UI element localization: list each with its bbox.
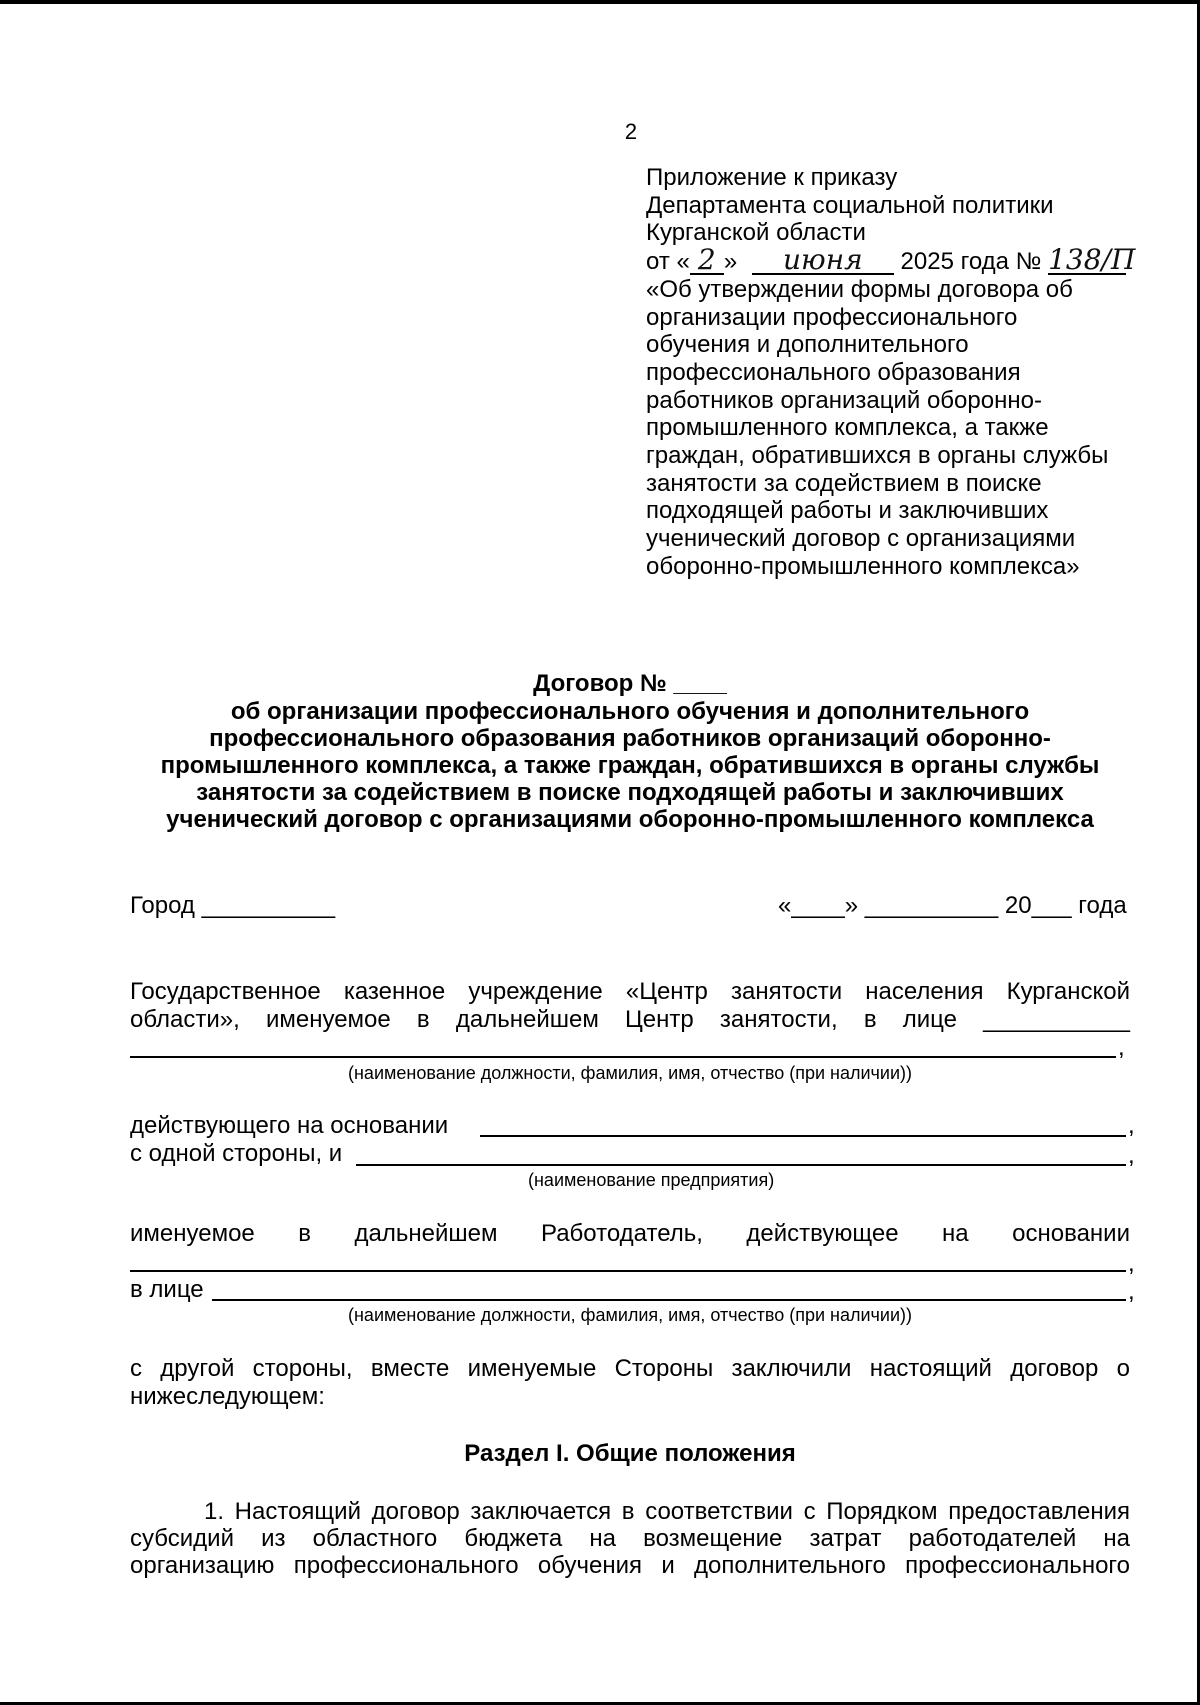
date-quote-close: »	[723, 248, 738, 276]
handwritten-order-number: 138/П	[1048, 243, 1136, 277]
appendix-date-line	[646, 243, 1166, 277]
appendix-line: Департамента социальной политики	[646, 191, 1054, 219]
scan-border-top	[0, 0, 1200, 4]
one-side-label: с одной стороны, и	[130, 1140, 343, 1167]
contract-title-line: профессионального образования работников организаций оборонно-	[209, 725, 1051, 752]
appendix-subject-line: оборонно-промышленного комплекса»	[646, 552, 1080, 580]
appendix-block	[646, 164, 1166, 581]
appendix-subject-line: подходящей работы и заключивших	[646, 497, 1049, 525]
contract-date-field: «____» __________ 20___ года	[778, 892, 1127, 919]
handwritten-month: июня	[752, 247, 894, 275]
date-prefix: от «	[646, 248, 690, 276]
blank-line	[356, 1164, 1126, 1166]
contract-heading: Договор № ____	[533, 670, 727, 697]
appendix-subject-line: профессионального образования	[646, 358, 1021, 386]
appendix-subject-line: организации профессионального	[646, 303, 1018, 331]
date-year-text: 2025 года №	[900, 248, 1042, 276]
comma: ,	[1128, 1250, 1135, 1277]
page-number: 2	[624, 119, 638, 144]
comma: ,	[1128, 1278, 1135, 1305]
appendix-subject-line: занятости за содействием в поиске	[646, 469, 1042, 497]
contract-title-line: об организации профессионального обучения и дополнительного	[230, 698, 1030, 725]
appendix-subject-line: обучения и дополнительного	[646, 331, 969, 359]
blank-line	[212, 1299, 1126, 1301]
handwritten-day: 2	[690, 247, 724, 275]
contract-title-line: промышленного комплекса, а также граждан, обратившихся в органы службы	[160, 752, 1100, 779]
contract-title-line: занятости за содействием в поиске подходящей работы и заключивших	[196, 779, 1064, 806]
appendix-line: Приложение к приказу	[646, 164, 898, 191]
party1-line: Государственное казенное учреждение «Центр занятости населения Курганской	[130, 978, 1130, 1005]
appendix-line: Курганской области	[646, 219, 866, 247]
other-side-line: с другой стороны, вместе именуемые Стороны заключили настоящий договор о	[130, 1355, 1130, 1382]
comma: ,	[1128, 1142, 1135, 1169]
clause-line: субсидий из областного бюджета на возмещение затрат работодателей на	[130, 1525, 1130, 1552]
appendix-subject-line: «Об утверждении формы договора об	[646, 275, 1073, 303]
in-person-label: в лице	[130, 1276, 204, 1303]
appendix-subject-line: промышленного комплекса, а также	[646, 414, 1049, 442]
blank-line	[130, 1056, 1116, 1058]
caption-person: (наименование должности, фамилия, имя, отчество (при наличии))	[348, 1063, 913, 1083]
contract-title-line: ученический договор с организациями оборонно-промышленного комплекса	[166, 806, 1094, 833]
blank-line	[130, 1270, 1126, 1272]
caption-enterprise: (наименование предприятия)	[528, 1170, 775, 1190]
city-field: Город __________	[130, 892, 336, 919]
party1-line: области», именуемое в дальнейшем Центр занятости, в лице ___________	[130, 1006, 1130, 1033]
comma: ,	[1118, 1034, 1125, 1061]
blank-line	[480, 1135, 1126, 1137]
caption-person: (наименование должности, фамилия, имя, отчество (при наличии))	[348, 1305, 913, 1325]
clause-line: 1. Настоящий договор заключается в соответствии с Порядком предоставления	[204, 1498, 1130, 1525]
comma: ,	[1128, 1112, 1135, 1139]
appendix-subject-line: ученический договор с организациями	[646, 525, 1076, 553]
appendix-subject-line: работников организаций оборонно-	[646, 386, 1042, 414]
acting-basis-label: действующего на основании	[130, 1112, 449, 1139]
appendix-subject-line: граждан, обратившихся в органы службы	[646, 442, 1109, 470]
other-side-line: нижеследующем:	[130, 1383, 325, 1410]
clause-line: организацию профессионального обучения и дополнительного профессионального	[130, 1552, 1130, 1579]
section-title: Раздел I. Общие положения	[464, 1440, 796, 1467]
employer-line: именуемое в дальнейшем Работодатель, действующее на основании	[130, 1220, 1130, 1247]
